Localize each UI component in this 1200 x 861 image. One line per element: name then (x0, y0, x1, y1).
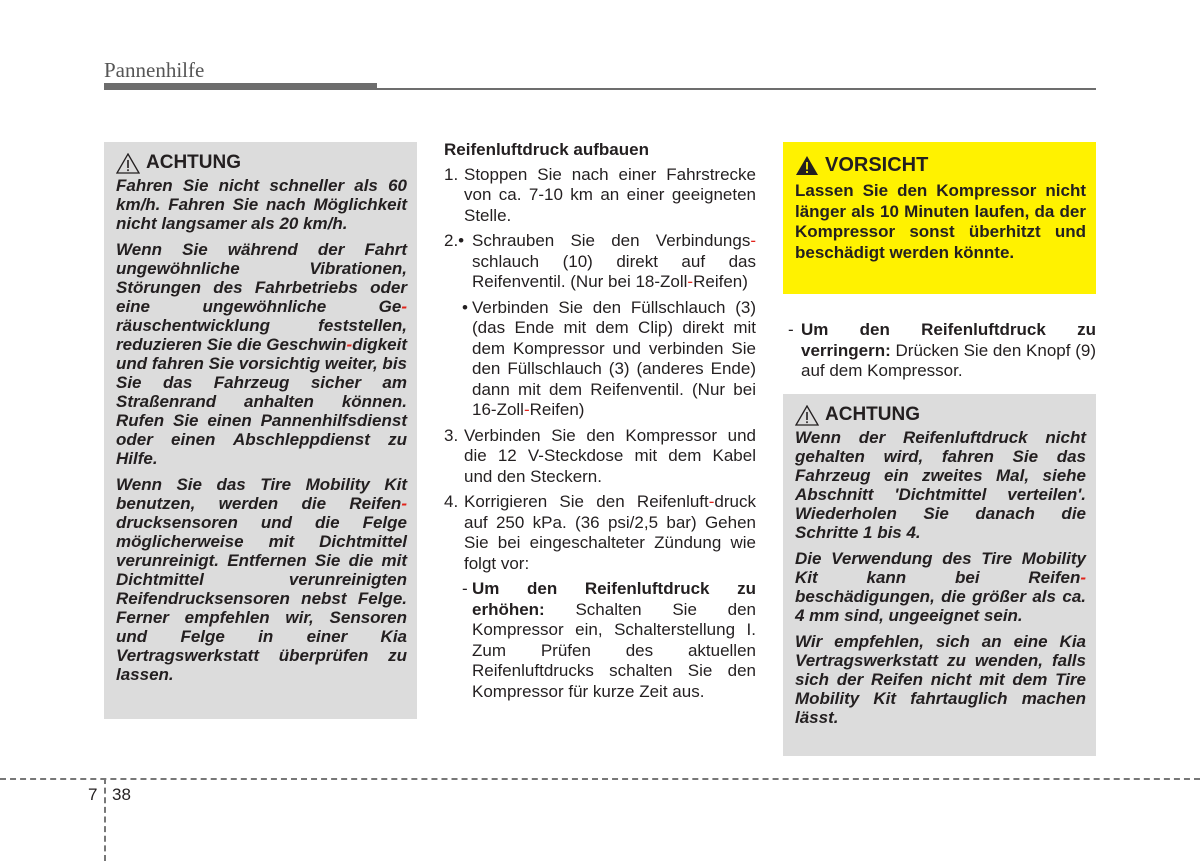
step-number: 2.• (444, 231, 465, 250)
step-4 (444, 492, 756, 574)
step-2 (444, 231, 756, 293)
dash-marker: - (788, 320, 794, 339)
header-rule-thin (377, 88, 1096, 90)
warning-box-right (783, 394, 1096, 756)
right-box-paragraph-1: Wenn der Reifenluftdruck nicht gehalten wird, fahren Sie das Fahrzeug ein zweites Mal, siehe Abschnitt 'Dichtmittel verteilen'. Wiederholen Sie danach die Schritte 1 bis 4. (795, 428, 1086, 542)
warning-title-text: ACHTUNG (146, 152, 241, 173)
warning-triangle-icon (116, 153, 140, 174)
warning-box-left-title (116, 152, 407, 174)
bullet: • (462, 297, 468, 317)
step-3 (444, 426, 756, 488)
page-header-title: Pannenhilfe (104, 58, 205, 82)
warning-box-right-title (795, 404, 1086, 426)
step-text: Verbinden Sie den Kompressor und die 12 V-Steckdose mit dem Kabel und den Steckern. (464, 425, 756, 486)
step-number: 1. (444, 164, 459, 184)
instruction-body: Schalten Sie den Kompressor ein, Schalterstellung I. Zum Prüfen des aktuellen Reifenluftdrucks schalten Sie den Kompressor für kurze Zeit aus. (472, 599, 756, 701)
instruction-body: Drücken Sie den Knopf (9) auf dem Kompressor. (801, 340, 1096, 380)
step-text: Schrauben Sie den Verbindungs-schlauch (10) direkt auf das Reifenventil. (Nur bei 18-Zoll-Reifen) (472, 231, 756, 291)
step-number: 3. (444, 425, 459, 445)
left-box-paragraph-3: Wenn Sie das Tire Mobility Kit benutzen, werden die Reifen-drucksensoren und die Felge möglicherweise mit Dichtmittel verunreinigt. Entfernen Sie die mit Dichtmittel verunreinigten Reifendrucksensoren nebst Felge. Ferner empfehlen wir, Sensoren und Felge in einer Kia Vertragswerkstatt überprüfen zu lassen. (116, 475, 407, 684)
instruction-text (801, 320, 1096, 382)
warning-triangle-icon (795, 405, 819, 426)
footer-dashed-divider (104, 778, 106, 861)
step-text: Verbinden Sie den Füllschlauch (3) (das Ende mit dem Clip) direkt mit dem Kompressor und verbinden Sie den Füllschlauch (3) (anderes Ende) dann mit dem Reifenventil. (Nur bei 16-Zoll-Reifen) (472, 297, 756, 419)
chapter-number: 7 (88, 785, 98, 804)
caution-title-text: VORSICHT (825, 154, 929, 176)
step-2-alternative (462, 298, 756, 421)
caution-triangle-icon (795, 155, 819, 176)
right-box-paragraph-3: Wir empfehlen, sich an eine Kia Vertragswerkstatt zu wenden, falls sich der Reifen nicht mit dem Tire Mobility Kit fahrtauglich machen lässt. (795, 632, 1086, 727)
warning-title-text: ACHTUNG (825, 404, 920, 425)
left-box-paragraph-1: Fahren Sie nicht schneller als 60 km/h. Fahren Sie nach Möglichkeit nicht langsamer als 20 km/h. (116, 176, 407, 233)
decrease-pressure-instruction (788, 320, 1096, 382)
increase-pressure-instruction (462, 579, 756, 702)
caution-box (783, 142, 1096, 294)
step-text: Stoppen Sie nach einer Fahrstrecke von ca. 7-10 km an einer geeigneten Stelle. (464, 164, 756, 225)
footer-dashed-rule (0, 778, 1200, 780)
right-box-paragraph-2: Die Verwendung des Tire Mobility Kit kann bei Reifen-beschädigungen, die größer als ca. 4 mm sind, ungeeignet sein. (795, 549, 1086, 625)
caution-text: Lassen Sie den Kompressor nicht länger als 10 Minuten laufen, da der Kompressor sonst überhitzt und beschädigt werden könnte. (795, 181, 1086, 262)
page-number: 38 (112, 785, 131, 804)
instruction-bold: Um den Reifenluftdruck zu erhöhen: (472, 579, 756, 619)
left-box-paragraph-2: Wenn Sie während der Fahrt ungewöhnliche Vibrationen, Störungen des Fahrbetriebs oder eine ungewöhnliche Ge-räuschentwicklung feststellen, reduzieren Sie die Geschwin-digkeit und fahren Sie vorsichtig weiter, bis Sie das Fahrzeug sicher am Straßenrand anhalten können. Rufen Sie einen Pannenhilfsdienst oder einen Abschleppdienst zu Hilfe. (116, 240, 407, 468)
warning-box-left (104, 142, 417, 719)
step-number: 4. (444, 492, 459, 511)
instruction-text (472, 579, 756, 702)
step-1 (444, 165, 756, 227)
header-rule-thick (104, 83, 377, 90)
instruction-bold: Um den Reifenluftdruck zu verringern: (801, 320, 1096, 360)
step-text: Korrigieren Sie den Reifenluft-druck auf 250 kPa. (36 psi/2,5 bar) Gehen Sie bei eingeschalteter Zündung wie folgt vor: (464, 492, 756, 573)
section-heading: Reifenluftdruck aufbauen (444, 140, 649, 159)
caution-box-title (795, 154, 1086, 177)
instructions-column (444, 140, 756, 702)
dash-marker: - (462, 579, 468, 598)
